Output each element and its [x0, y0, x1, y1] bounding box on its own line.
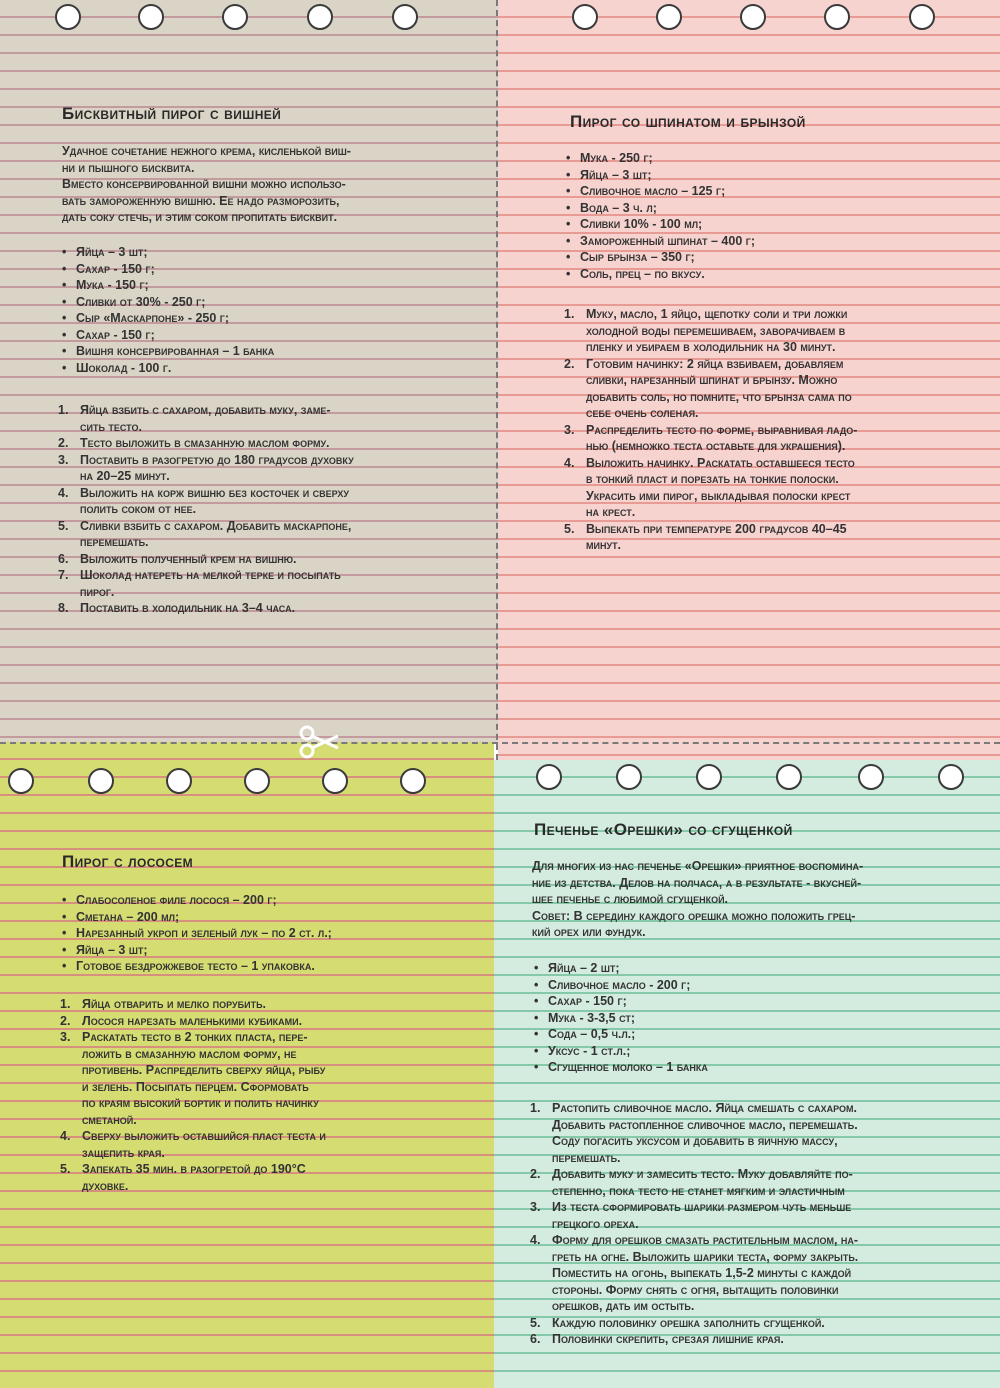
step-text: Муку, масло, 1 яйцо, щепотку соли и три ложки холодной воды перемешиваем, заворачиваем в пленку и убираем в холодильник на 30 минут. [586, 307, 848, 354]
step-item [60, 1161, 480, 1194]
step-text: Яйца взбить с сахаром, добавить муку, заме- сить тесто. [80, 403, 331, 434]
step-text: Половинки скрепить, срезая лишние края. [552, 1332, 784, 1346]
binder-hole [400, 768, 426, 794]
step-text: Выложить на корж вишню без косточек и сверху полить соком от нее. [80, 485, 349, 516]
ingredient-item: • Мука - 250 г; [566, 150, 986, 167]
step-item [60, 1029, 480, 1128]
ingredient-item: • Сгущенное молоко – 1 банка [534, 1059, 974, 1076]
binder-hole [166, 768, 192, 794]
binder-hole [696, 764, 722, 790]
step-number: 1. [564, 307, 575, 321]
binder-hole [824, 4, 850, 30]
recipe-title: Пирог со шпинатом и брынзой [570, 112, 806, 131]
binder-hole [88, 768, 114, 794]
step-number: 5. [530, 1315, 541, 1330]
step-item [58, 452, 478, 485]
step-number: 4. [58, 485, 69, 500]
steps-list [60, 996, 480, 1194]
ingredient-item: • Сливочное масло - 200 г; [534, 977, 974, 994]
recipe-title: Печенье «Орешки» со сгущенкой [534, 820, 793, 839]
step-number: 8. [58, 601, 69, 615]
ingredient-item: • Сыр «Маскарпоне» - 250 г; [62, 310, 482, 327]
ingredients-list [566, 150, 986, 282]
step-item [564, 521, 984, 554]
step-item [564, 356, 984, 422]
step-item [58, 600, 478, 617]
ingredient-item: • Шоколад - 100 г. [62, 360, 482, 377]
steps-list [58, 402, 478, 617]
ingredient-item: • Сливки 10% - 100 мл; [566, 216, 986, 233]
step-number: 2. [58, 436, 69, 450]
step-text: Готовим начинку: 2 яйца взбиваем, добавляем сливки, нарезанный шпинат и брынзу. Можно добавить соль, но помните, что брынза сама по себе очень соленая. [586, 356, 852, 420]
recipe-intro: Для многих из нас печенье «Орешки» приятное воспомина- ние из детства. Делов на полчаса, а в результате - вкусней- шее печенье с любимой сгущенкой. Совет: В середину каждого орешка можно положить грец- кий орех или фундук. [532, 859, 864, 939]
scissors-icon [298, 722, 340, 762]
step-number: 2. [530, 1167, 541, 1181]
ingredient-item: • Яйца – 3 шт; [62, 942, 482, 959]
binder-hole [858, 764, 884, 790]
step-item [564, 422, 984, 455]
step-number: 3. [564, 422, 575, 437]
ingredient-item: • Замороженный шпинат – 400 г; [566, 233, 986, 250]
steps-list [564, 306, 984, 554]
ingredient-item: • Готовое бездрожжевое тесто – 1 упаковка. [62, 958, 482, 975]
recipe-title: Бисквитный пирог с вишней [62, 104, 282, 123]
binder-hole [138, 4, 164, 30]
step-number: 2. [60, 1013, 71, 1028]
binder-hole [55, 4, 81, 30]
step-text: Тесто выложить в смазанную маслом форму. [80, 436, 330, 450]
step-text: Каждую половинку орешка заполнить сгущенкой. [552, 1315, 825, 1330]
step-number: 5. [564, 521, 575, 536]
step-number: 3. [58, 452, 69, 467]
recipe-intro: Удачное сочетание нежного крема, кисленькой виш- ни и пышного бисквита. Вместо консервированной вишни можно использо- вать замороженную вишню. Ее надо разморозить, дать соку стечь, и этим соком пропитать бисквит. [62, 144, 351, 224]
binder-hole [307, 4, 333, 30]
step-number: 5. [58, 518, 69, 533]
ingredient-item: • Сахар - 150 г; [62, 327, 482, 344]
step-text: Выпекать при температуре 200 градусов 40–45 минут. [586, 521, 847, 552]
horizontal-cut-line [0, 742, 1000, 744]
ingredient-item: • Сметана – 200 мл; [62, 909, 482, 926]
step-text: Из теста сформировать шарики размером чуть меньше грецкого ореха. [552, 1200, 852, 1231]
step-text: Сливки взбить с сахаром. Добавить маскарпоне, перемешать. [80, 518, 352, 549]
binder-holes [494, 760, 1000, 800]
binder-hole [244, 768, 270, 794]
step-item [58, 518, 478, 551]
step-number: 3. [60, 1030, 71, 1044]
vertical-cut-line [496, 0, 498, 760]
steps-list [530, 1100, 996, 1348]
ingredient-item: • Сахар - 150 г; [62, 261, 482, 278]
step-item [58, 567, 478, 600]
step-item [564, 455, 984, 521]
step-item [60, 1013, 480, 1030]
step-item [60, 996, 480, 1013]
binder-hole [536, 764, 562, 790]
step-number: 4. [564, 455, 575, 470]
recipe-title: Пирог с лососем [62, 852, 194, 871]
recipe-card-spinach-pie [498, 0, 1000, 760]
ingredient-item: • Вишня консервированная – 1 банка [62, 343, 482, 360]
step-text: Добавить муку и замесить тесто. Муку добавляйте по- степенно, пока тесто не станет мягким и эластичным [552, 1167, 853, 1198]
binder-hole [656, 4, 682, 30]
step-text: Раскатать тесто в 2 тонких пласта, пере- ложить в смазанную маслом форму, не противень. Распределить сверху яйца, рыбу и зелень. Посыпать перцем. Сформовать по краям высокий бортик и полить начинку сметаной. [82, 1030, 326, 1127]
step-text: Сверху выложить оставшийся пласт теста и защепить края. [82, 1129, 326, 1160]
step-number: 5. [60, 1162, 71, 1176]
ingredient-item: • Сливочное масло – 125 г; [566, 183, 986, 200]
binder-hole [222, 4, 248, 30]
ingredient-item: • Нарезанный укроп и зеленый лук – по 2 ст. л.; [62, 925, 482, 942]
ingredient-item: • Яйца – 3 шт; [566, 167, 986, 184]
ingredient-item: • Сода – 0,5 ч.л.; [534, 1026, 974, 1043]
ingredients-list [62, 892, 482, 975]
recipe-card-oreshki-cookies [494, 760, 1000, 1388]
ingredient-item: • Мука - 3-3,5 ст; [534, 1010, 974, 1027]
ingredient-item: • Вода – 3 ч. л; [566, 200, 986, 217]
step-item [530, 1232, 996, 1315]
binder-hole [776, 764, 802, 790]
binder-hole [938, 764, 964, 790]
step-text: Распределить тесто по форме, выравнивая ладо- нью (немножко теста оставьте для украшения). [586, 422, 858, 453]
ingredient-item: • Сыр брынза – 350 г; [566, 249, 986, 266]
step-text: Лосося нарезать маленькими кубиками. [82, 1013, 303, 1028]
step-item [530, 1100, 996, 1166]
step-number: 7. [58, 568, 69, 582]
step-number: 6. [58, 551, 69, 566]
binder-hole [322, 768, 348, 794]
binder-hole [8, 768, 34, 794]
step-item [564, 306, 984, 356]
step-text: Выложить начинку. Раскатать оставшееся тесто в тонкий пласт и порезать на тонкие полоски. Украсить ими пирог, выкладывая полоски крест на крест. [586, 455, 855, 519]
step-text: Шоколад натереть на мелкой терке и посыпать пирог. [80, 568, 341, 599]
binder-holes [498, 0, 1000, 40]
step-item [60, 1128, 480, 1161]
recipe-card-cherry-pie [0, 0, 498, 742]
step-text: Выложить полученный крем на вишню. [80, 551, 297, 566]
step-number: 4. [530, 1233, 541, 1247]
step-text: Поставить в холодильник на 3–4 часа. [80, 601, 296, 615]
step-number: 1. [530, 1101, 541, 1115]
binder-hole [392, 4, 418, 30]
ingredient-item: • Слабосоленое филе лосося – 200 г; [62, 892, 482, 909]
binder-hole [740, 4, 766, 30]
binder-hole [909, 4, 935, 30]
step-text: Растопить сливочное масло. Яйца смешать с сахаром. Добавить растопленное сливочное масло, перемешать. Соду погасить уксусом и добавить в яичную массу, перемешать. [552, 1101, 858, 1165]
step-number: 6. [530, 1332, 541, 1346]
step-number: 2. [564, 356, 575, 371]
ingredient-item: • Яйца – 3 шт; [62, 244, 482, 261]
step-item [58, 435, 478, 452]
ingredients-list [62, 244, 482, 376]
ingredient-item: • Яйца – 2 шт; [534, 960, 974, 977]
binder-hole [572, 4, 598, 30]
ingredient-item: • Мука - 150 г; [62, 277, 482, 294]
recipe-card-salmon-pie [0, 742, 494, 1388]
step-item [58, 551, 478, 568]
binder-holes [0, 0, 498, 40]
ingredient-item: • Сахар - 150 г; [534, 993, 974, 1010]
step-number: 1. [60, 997, 71, 1011]
step-item [530, 1315, 996, 1332]
step-text: Запекать 35 мин. в разогретой до 190°С духовке. [82, 1162, 306, 1193]
step-text: Яйца отварить и мелко порубить. [82, 997, 267, 1011]
ingredient-item: • Соль, прец – по вкусу. [566, 266, 986, 283]
binder-hole [616, 764, 642, 790]
step-text: Форму для орешков смазать растительным маслом, на- греть на огне. Выложить шарики теста, форму закрыть. Поместить на огонь, выпекать 1,5-2 минуты с каждой стороны. Форму снять с огня, вытащить половинки орешков, дать им остыть. [552, 1233, 859, 1313]
ingredient-item: • Сливки от 30% - 250 г; [62, 294, 482, 311]
ingredient-item: • Уксус - 1 ст.л.; [534, 1043, 974, 1060]
step-item [58, 402, 478, 435]
step-number: 3. [530, 1200, 541, 1214]
ingredients-list [534, 960, 974, 1076]
step-text: Поставить в разогретую до 180 градусов духовку на 20–25 минут. [80, 452, 354, 483]
step-item [530, 1166, 996, 1199]
step-item [530, 1331, 996, 1348]
step-item [58, 485, 478, 518]
binder-holes [0, 764, 494, 804]
step-item [530, 1199, 996, 1232]
step-number: 1. [58, 403, 69, 417]
step-number: 4. [60, 1129, 71, 1143]
